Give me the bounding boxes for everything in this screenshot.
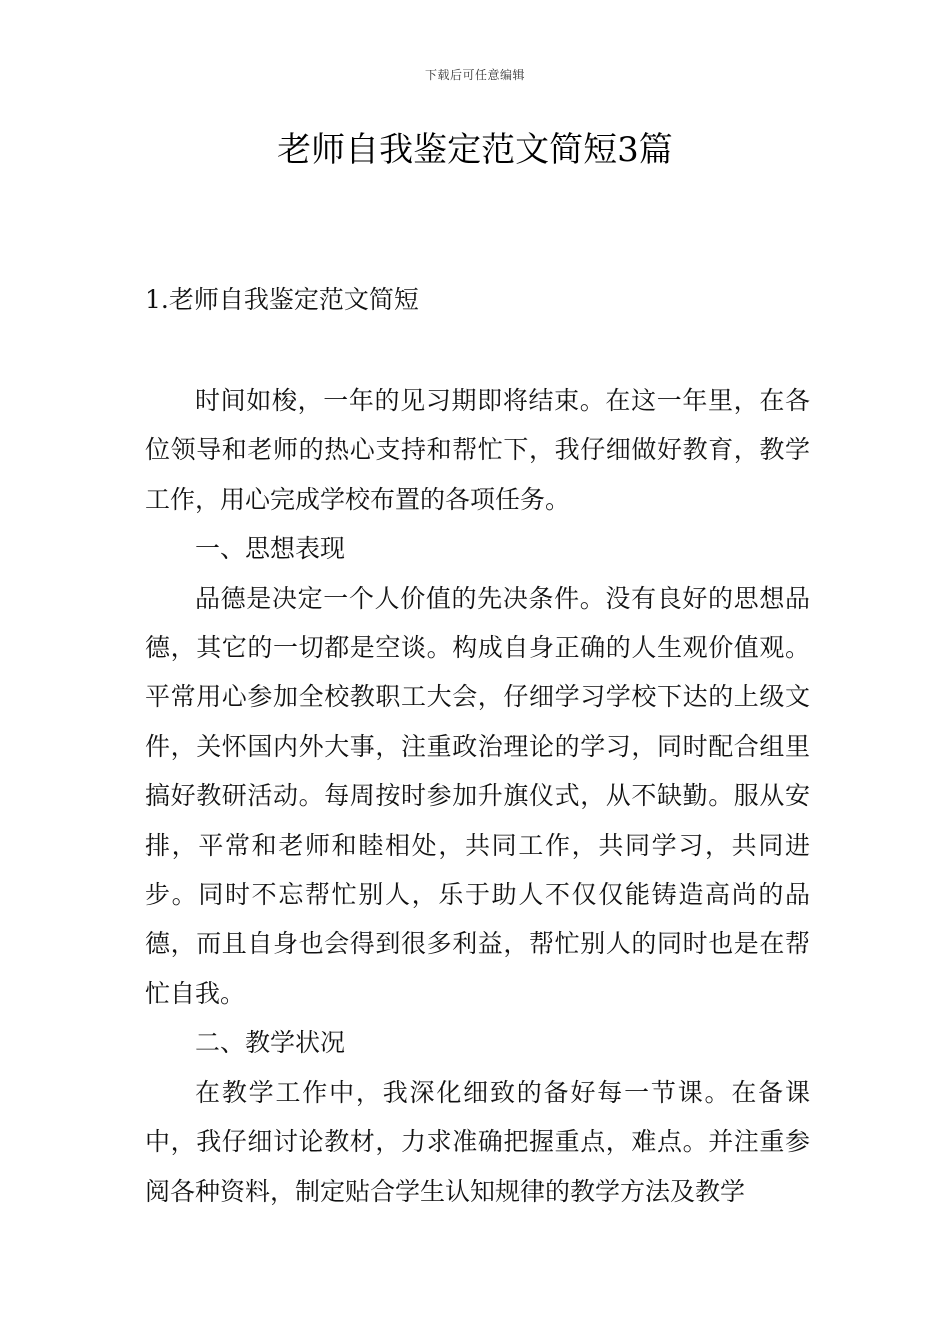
paragraph-thought: 品德是决定一个人价值的先决条件。没有良好的思想品德，其它的一切都是空谈。构成自身正确的人生观价值观。平常用心参加全校教职工大会，仔细学习学校下达的上级文件，关怀国内外大事，注重政治理论的学习，同时配合组里搞好教研活动。每周按时参加升旗仪式，从不缺勤。服从安排，平常和老师和睦相处，共同工作，共同学习，共同进步。同时不忘帮忙别人，乐于助人不仅仅能铸造高尚的品德，而且自身也会得到很多利益，帮忙别人的同时也是在帮忙自我。 (145, 583, 810, 1008)
subheading-teaching: 二、教学状况 (195, 1028, 346, 1058)
document-title: 老师自我鉴定范文简短3篇 (277, 130, 673, 170)
paragraph-teaching: 在教学工作中，我深化细致的备好每一节课。在备课中，我仔细讨论教材，力求准确把握重点，难点。并注重参阅各种资料，制定贴合学生认知规律的教学方法及教学 (145, 1077, 810, 1206)
document-body (145, 376, 810, 1216)
section-heading: 1.老师自我鉴定范文简短 (145, 285, 419, 314)
subheading-thought: 一、思想表现 (195, 534, 346, 564)
header-note: 下载后可任意编辑 (424, 68, 525, 82)
paragraph-intro: 时间如梭，一年的见习期即将结束。在这一年里，在各位领导和老师的热心支持和帮忙下，我仔细做好教育，教学工作，用心完成学校布置的各项任务。 (145, 386, 810, 514)
